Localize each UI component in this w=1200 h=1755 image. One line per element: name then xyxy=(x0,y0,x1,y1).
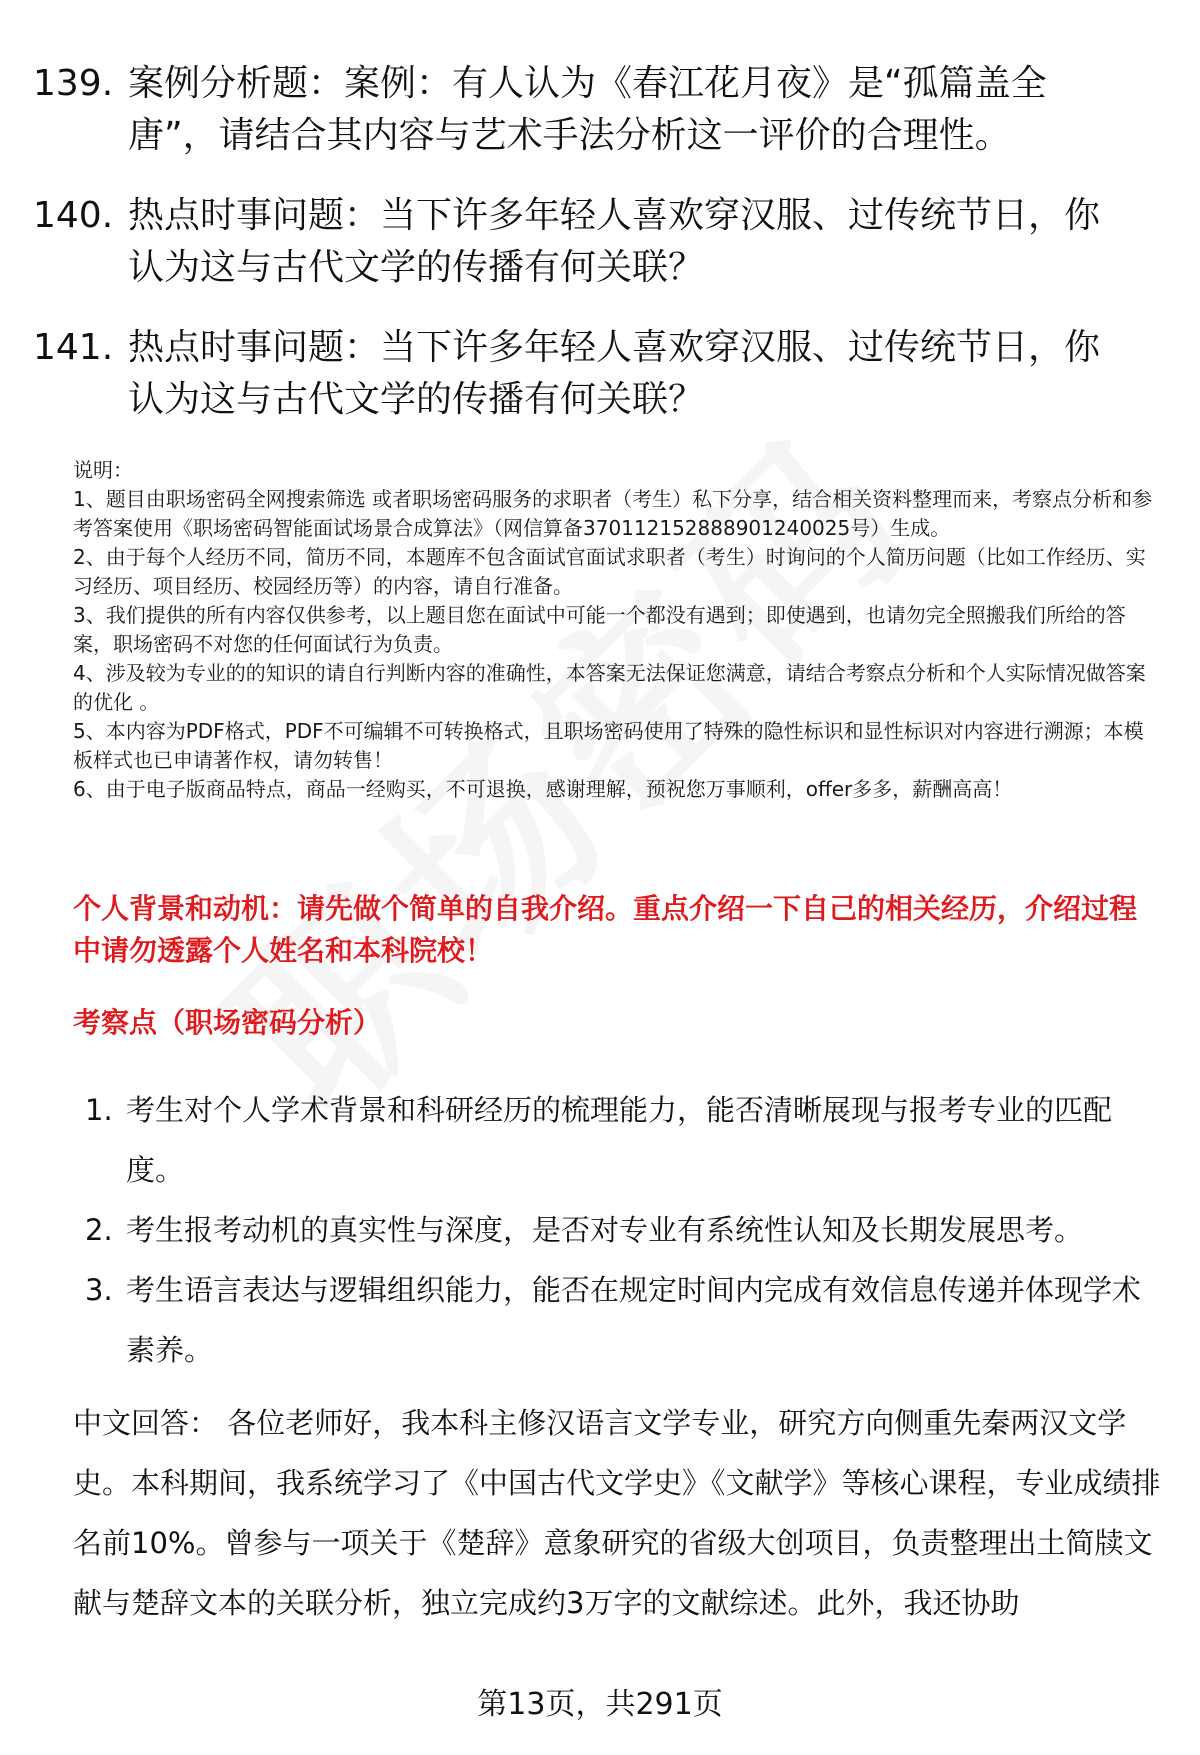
question-list xyxy=(33,58,1153,454)
analysis-points xyxy=(85,1080,1160,1380)
question-number: 141. xyxy=(33,327,114,368)
page-footer: 第13页，共291页 xyxy=(477,1687,723,1722)
answer-text: 中文回答： 各位老师好，我本科主修汉语言文学专业，研究方向侧重先秦两汉文学史。本科期间，我系统学习了《中国古代文学史》《文献学》等核心课程，专业成绩排名前10%。曾参与一项关于《楚辞》意象研究的省级大创项目，负责整理出土简牍文献与楚辞文本的关联分析，独立完成约3万字的文献综述。此外，我还协助 xyxy=(73,1406,1161,1620)
question-number: 140. xyxy=(33,195,114,236)
point-text: 考生语言表达与逻辑组织能力，能否在规定时间内完成有效信息传递并体现学术素养。 xyxy=(126,1273,1142,1367)
question-item xyxy=(33,58,1153,162)
answer-section xyxy=(73,1393,1165,1633)
note-item: 3、我们提供的所有内容仅供参考，以上题目您在面试中可能一个都没有遇到；即使遇到，也请勿完全照搬我们所给的答案，职场密码不对您的任何面试行为负责。 xyxy=(73,603,1126,656)
analysis-point xyxy=(85,1260,1160,1380)
question-text: 热点时事问题：当下许多年轻人喜欢穿汉服、过传统节日，你认为这与古代文学的传播有何关联？ xyxy=(128,195,1101,288)
question-text: 案例分析题：案例：有人认为《春江花月夜》是“孤篇盖全唐”，请结合其内容与艺术手法分析这一评价的合理性。 xyxy=(128,63,1047,156)
question-item xyxy=(33,190,1153,294)
notes-section xyxy=(73,456,1158,804)
point-text: 考生报考动机的真实性与深度，是否对专业有系统性认知及长期发展思考。 xyxy=(126,1213,1084,1247)
point-number: 1. xyxy=(85,1093,113,1127)
note-item: 4、涉及较为专业的的知识的请自行判断内容的准确性，本答案无法保证您满意，请结合考察点分析和个人实际情况做答案的优化 。 xyxy=(73,661,1146,714)
point-text: 考生对个人学术背景和科研经历的梳理能力，能否清晰展现与报考专业的匹配度。 xyxy=(126,1093,1113,1187)
note-item: 6、由于电子版商品特点，商品一经购买，不可退换，感谢理解，预祝您万事顺利，offer多多，薪酬高高！ xyxy=(73,777,1013,801)
analysis-point xyxy=(85,1200,1160,1260)
note-item: 2、由于每个人经历不同，简历不同，本题库不包含面试官面试求职者（考生）时询问的个人简历问题（比如工作经历、实习经历、项目经历、校园经历等）的内容，请自行准备。 xyxy=(73,545,1146,598)
point-number: 2. xyxy=(85,1213,113,1247)
note-item: 1、题目由职场密码全网搜索筛选 或者职场密码服务的求职者（考生）私下分享，结合相关资料整理而来，考察点分析和参考答案使用《职场密码智能面试场景合成算法》（网信算备370112152888901240025号）生成。 xyxy=(73,487,1153,540)
notes-heading: 说明： xyxy=(73,458,133,482)
note-item: 5、本内容为PDF格式，PDF不可编辑不可转换格式，且职场密码使用了特殊的隐性标识和显性标识对内容进行溯源；本模板样式也已申请著作权，请勿转售！ xyxy=(73,719,1144,772)
analysis-point xyxy=(85,1080,1160,1200)
question-item xyxy=(33,322,1153,426)
question-text: 热点时事问题：当下许多年轻人喜欢穿汉服、过传统节日，你认为这与古代文学的传播有何关联？ xyxy=(128,327,1101,420)
question-number: 139. xyxy=(33,63,114,104)
point-number: 3. xyxy=(85,1273,113,1307)
analysis-heading: 考察点（职场密码分析） xyxy=(73,1006,382,1039)
interview-prompt: 个人背景和动机：请先做个简单的自我介绍。重点介绍一下自己的相关经历，介绍过程中请勿透露个人姓名和本科院校！ xyxy=(73,892,1138,967)
